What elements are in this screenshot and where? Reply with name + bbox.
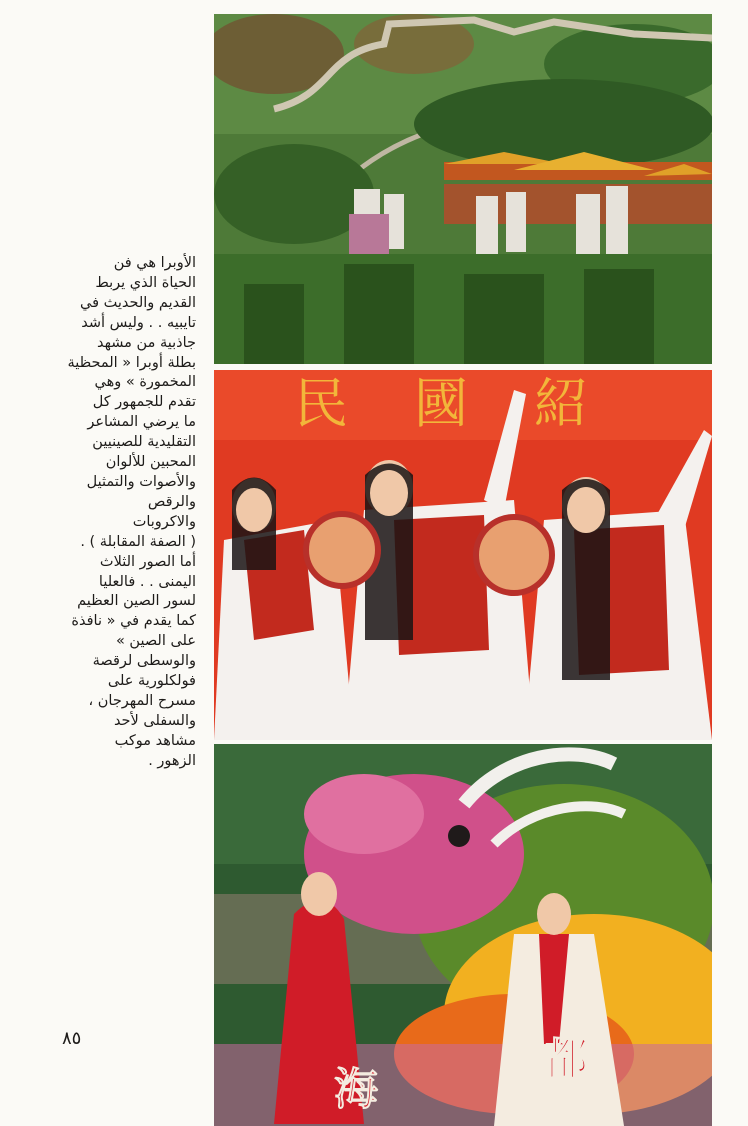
- caption-line: المحبين للألوان: [105, 454, 196, 471]
- caption-line: أما الصور الثلاث: [99, 553, 196, 570]
- caption-line: ما يرضي المشاعر: [87, 414, 196, 431]
- caption-line: بطلة أوبرا « المحظية: [67, 354, 196, 371]
- caption-text: [56, 254, 196, 772]
- caption-line: ( الصفة المقابلة ) .: [80, 533, 196, 550]
- page-number: ٨٥: [62, 1028, 82, 1049]
- caption-line: مسرح المهرجان ،: [88, 692, 196, 709]
- banner-char: 紹: [534, 372, 588, 435]
- photo-great-wall-garden: [214, 14, 712, 364]
- banner-char: 國: [414, 372, 468, 435]
- caption-line: على الصين »: [115, 633, 196, 650]
- caption-line: جاذبية من مشهد: [96, 334, 196, 351]
- caption-line: والسفلى لأحد: [113, 712, 196, 729]
- caption-line: والاكروبات: [132, 513, 196, 530]
- caption-line: والرقص: [147, 493, 196, 510]
- caption-line: والأصوات والتمثيل: [86, 473, 196, 490]
- caption-line: تايبيه . . وليس أشد: [81, 314, 196, 331]
- banner-char: 民: [294, 372, 348, 435]
- caption-line: الحياة الذي يربط: [95, 274, 196, 291]
- caption-line: اليمنى . . فالعليا: [98, 573, 196, 590]
- caption-line: فولكلورية على: [107, 673, 196, 690]
- caption-line: لسور الصين العظيم: [77, 593, 196, 610]
- caption-line: التقليدية للصينيين: [92, 434, 196, 451]
- caption-line: كما يقدم في « نافذة: [71, 613, 196, 630]
- caption-line: القديم والحديث في: [79, 294, 196, 311]
- float-sign-char: 海: [334, 1064, 378, 1115]
- caption-line: الزهور .: [148, 752, 196, 769]
- caption-line: والوسطى لرقصة: [92, 653, 196, 670]
- caption-line: الأوبرا هي فن: [113, 255, 196, 271]
- caption-line: المخمورة » وهي: [94, 374, 196, 391]
- float-sign-char: 都: [544, 1034, 588, 1085]
- caption-line: تقدم للجمهور كل: [92, 394, 196, 411]
- photo-flower-parade: [214, 744, 712, 1126]
- caption-line: مشاهد موكب: [114, 732, 196, 749]
- photo-folk-dance: [214, 370, 712, 740]
